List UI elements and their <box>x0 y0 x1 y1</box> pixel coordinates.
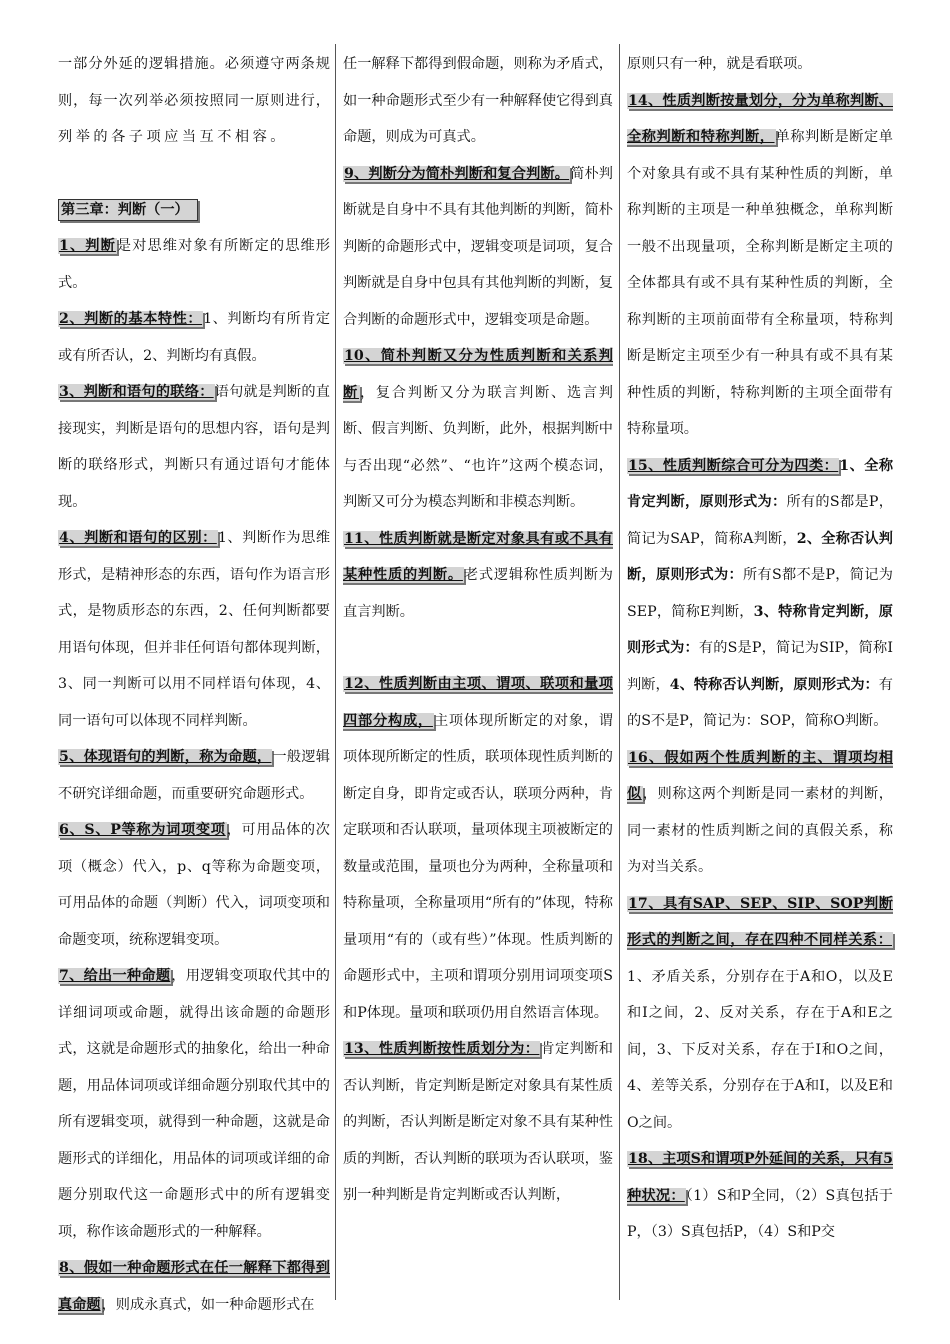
section-16-text: ，则称这两个判断是同一素材的判断，同一素材的性质判断之间的真假关系，称为对当关系。 <box>627 786 893 875</box>
section-11-heading: 11、性质判断就是断定对象具有或不具有某种性质的判断。 <box>343 530 613 583</box>
section-18-text: （1）S和P全同，（2）S真包括于P，（3）S真包括P，（4）S和P交 <box>627 1187 893 1240</box>
section-12-text: 主项体现所断定的对象，谓项体现所断定的性质，联项体现性质判断的断定自身，即肯定或否认，联项分两种，肯定联项和否认联项，量项体现主项被断定的数量或范围，量项也分为两种，全称量项和特称量项，全称量项用“所有的”体现，特称量项用“有的（或有些）”体现。性质判断的命题形式中，主项和谓项分别用词项变项S和P体现。量项和联项仍用自然语言体现。 <box>343 712 613 1021</box>
section-3 <box>58 374 330 520</box>
section-10-text: ，复合判断又分为联言判断、选言判断、假言判断、负判断，此外，根据判断中与否出现“必然”、“也许”这两个模态词，判断又可分为模态判断和非模态判断。 <box>343 384 613 510</box>
section-8 <box>58 1250 330 1323</box>
section-8-text: ，则成永真式，如一种命题形式在 <box>101 1296 315 1313</box>
chapter-heading: 第三章：判断（一） <box>58 199 198 221</box>
section-15-bold-3: 3、特称肯定判断，原则形式为： <box>627 603 893 656</box>
section-2-heading: 2、判断的基本特性： <box>59 311 203 327</box>
section-5 <box>58 739 330 812</box>
section-5-heading: 5、体现语句的判断，称为命题， <box>59 749 272 765</box>
section-15 <box>627 448 893 740</box>
column-3 <box>627 46 893 1251</box>
section-15-bold-4: 4、特称否认判断，原则形式为： <box>669 676 879 693</box>
intro-text-spread: 列举的各子项应当互不相容。 <box>58 129 288 145</box>
section-15-text-1: 所有的S都是P，简记为SAP，简称A判断， <box>627 494 893 547</box>
section-4-text: 1、判断作为思维形式，是精神形态的东西，语句作为语言形式，是物质形态的东西，2、任何判断都要用语句体现，但并非任何语句都体现判断，3、同一判断可以用不同样语句体现，4、同一语句可以体现不同样判断。 <box>58 530 331 729</box>
section-15-text-3: 有的S是P，简记为SIP，简称I判断， <box>627 640 893 693</box>
section-9-text: 简朴判断就是自身中不具有其他判断的判断，简朴判断的命题形式中，逻辑变项是词项，复合判断就是自身中包具有其他判断的判断，复合判断的命题形式中，逻辑变项是命题。 <box>343 165 613 328</box>
section-10-heading: 10、简朴判断又分为性质判断和关系判断 <box>343 348 613 401</box>
section-13-text: 肯定判断和否认判断，肯定判断是断定对象具有某性质的判断，否认判断是断定对象不具有某种性质的判断，否认判断的联项为否认联项，鉴别一种判断是肯定判断或否认判断， <box>343 1041 613 1203</box>
section-8-continued: 任一解释下都得到假命题，则称为矛盾式，如一种命题形式至少有一种解释使它得到真命题，则成为可真式。 <box>343 56 613 145</box>
intro-text: 一部分外延的逻辑措施。必须遵守两条规则，每一次列举必须按照同一原则进行， <box>58 56 330 109</box>
section-18-heading: 18、主项S和谓项P外延间的关系，只有5种状况： <box>627 1151 893 1204</box>
section-17 <box>627 886 893 1142</box>
section-15-heading: 15、性质判断综合可分为四类： <box>628 457 839 474</box>
section-18 <box>627 1141 893 1251</box>
section-1 <box>58 228 330 301</box>
section-6-text: ，可用品体的次项（概念）代入，p、q等称为命题变项，可用品体的命题（判断）代入，词项变项和命题变项，统称逻辑变项。 <box>58 822 330 948</box>
section-13-continued: 原则只有一种，就是看联项。 <box>627 56 812 72</box>
chapter-heading-row <box>58 192 330 229</box>
section-15-bold-1: 1、全称肯定判断，原则形式为： <box>627 457 894 510</box>
section-14-text: 单称判断是断定单个对象具有或不具有某种性质的判断，单称判断的主项是一种单独概念，单称判断一般不出现量项，全称判断是断定主项的全体都具有或不具有某种性质的判断，全称判断的主项前面带有全称量项，特称判断是断定主项至少有一种具有或不具有某种性质的判断，特称判断的主项全面带有特称量项。 <box>627 129 893 437</box>
section-4-heading: 4、判断和语句的区别： <box>59 530 217 546</box>
section-4 <box>58 520 330 739</box>
section-11-text: 老式逻辑称性质判断为直言判断。 <box>343 567 613 620</box>
section-8-heading: 8、假如一种命题形式在任一解释下都得到真命题 <box>58 1260 330 1313</box>
section-15-text-4: 有的S不是P，简记为：SOP，简称O判断。 <box>627 676 893 729</box>
section-15-bold-2: 2、全称否认判断，原则形式为： <box>627 530 893 583</box>
section-12 <box>343 666 613 1031</box>
section-6-heading: 6、S、P等称为词项变项 <box>59 822 226 838</box>
paragraph-intro <box>58 46 330 156</box>
section-12-heading: 12、性质判断由主项、谓项、联项和量项四部分构成， <box>343 676 613 729</box>
section-9 <box>343 156 613 339</box>
section-5-text: 一般逻辑不研究详细命题，而重要研究命题形式。 <box>58 749 330 802</box>
section-11 <box>343 521 613 631</box>
section-16-heading: 16、假如两个性质判断的主、谓项均相似 <box>627 749 893 802</box>
column-2 <box>343 46 613 1214</box>
section-7-heading: 7、给出一种命题 <box>59 968 171 984</box>
section-13 <box>343 1031 613 1214</box>
section-16 <box>627 740 893 886</box>
section-15-text-2: 所有S都不是P，简记为SEP，简称E判断， <box>627 567 893 620</box>
section-13-heading: 13、性质判断按性质划分为： <box>344 1041 540 1057</box>
section-1-text: 是对思维对象有所断定的思维形式。 <box>58 238 330 291</box>
column-divider-1 <box>335 44 336 1300</box>
section-9-heading: 9、判断分为简朴判断和复合判断。 <box>344 165 570 182</box>
section-3-text: 语句就是判断的直接现实，判断是语句的思想内容，语句是判断的联络形式，判断只有通过语句才能体现。 <box>58 384 330 510</box>
section-14-heading: 14、性质判断按量划分，分为单称判断、全称判断和特称判断， <box>627 92 893 145</box>
section-17-heading: 17、具有SAP、SEP、SIP、SOP判断形式的判断之间，存在四种不同样关系： <box>627 895 893 948</box>
section-14 <box>627 83 893 448</box>
section-3-heading: 3、判断和语句的联络： <box>59 384 214 400</box>
section-1-heading: 1、判断 <box>59 238 116 254</box>
section-7-text: ，用逻辑变项取代其中的详细词项或命题，就得出该命题的命题形式，这就是命题形式的抽象化，给出一种命题，用品体词项或详细命题分别取代其中的所有逻辑变项，就得到一种命题，这就是命题形式的详细化，用品体的词项或详细的命题分别取代这一命题形式中的所有逻辑变项，称作该命题形式的一种解释。 <box>58 968 330 1240</box>
section-7 <box>58 958 330 1250</box>
section-10 <box>343 338 613 521</box>
column-1 <box>58 46 330 1323</box>
section-2 <box>58 301 330 374</box>
section-17-text: 1、矛盾关系，分别存在于A和O，以及E和I之间，2、反对关系，存在于A和E之间，3、下反对关系，存在于I和O之间，4、差等关系，分别存在于A和I，以及E和O之间。 <box>627 968 893 1131</box>
column-divider-2 <box>619 44 620 1300</box>
section-6 <box>58 812 330 958</box>
section-2-text: 1、判断均有所肯定或有所否认，2、判断均有真假。 <box>58 311 331 364</box>
